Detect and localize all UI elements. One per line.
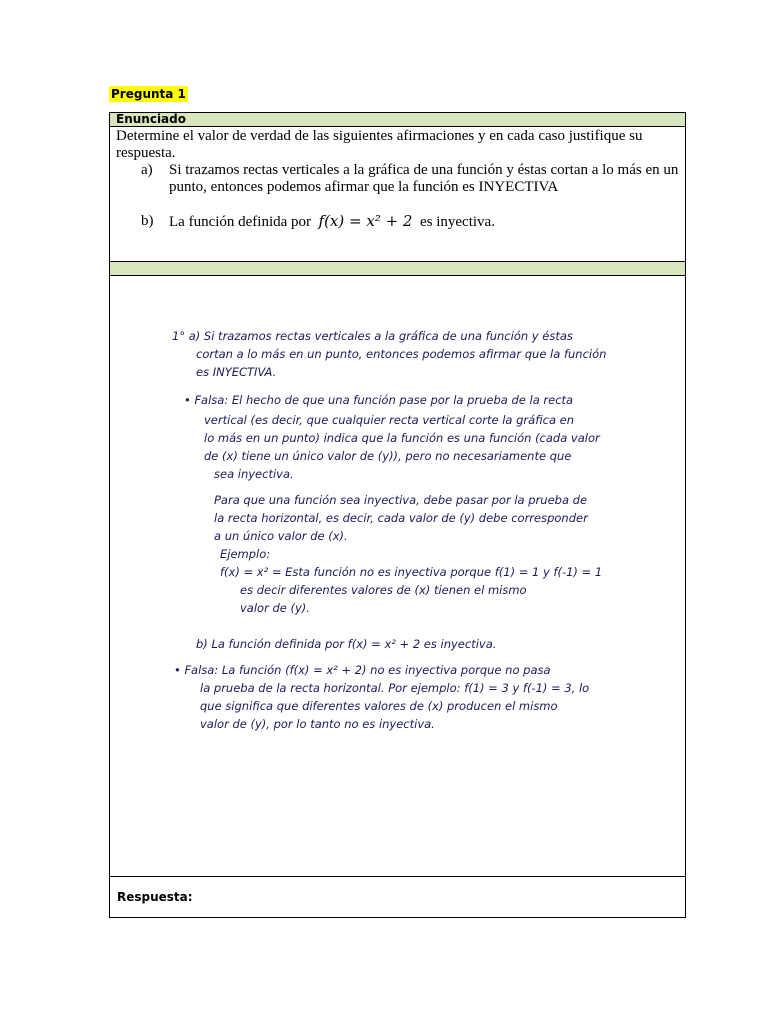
hw-line: b) La función definida por f(x) = x² + 2 es inyectiva. (196, 637, 497, 651)
question-table (109, 112, 686, 918)
hw-line: de (x) tiene un único valor de (y)), pero no necesariamente que (204, 449, 572, 463)
hw-line: es decir diferentes valores de (x) tienen el mismo (240, 583, 527, 597)
hw-line: • Falsa: El hecho de que una función pase por la prueba de la recta (184, 393, 574, 407)
hw-line: que significa que diferentes valores de (x) producen el mismo (200, 699, 558, 713)
statement-intro: Determine el valor de verdad de las siguientes afirmaciones y en cada caso justifique su respuesta. (116, 128, 643, 161)
hw-line: cortan a lo más en un punto, entonces podemos afirmar que la función (196, 347, 607, 361)
hw-line: sea inyectiva. (214, 467, 294, 481)
question-title: Pregunta 1 (111, 87, 186, 101)
item-text-after: es inyectiva. (419, 214, 495, 230)
hw-line: Para que una función sea inyectiva, debe pasar por la prueba de (214, 493, 588, 507)
item-text (169, 213, 495, 231)
hw-line: lo más en un punto) indica que la función es una función (cada valor (204, 431, 600, 445)
formula: f(x) = x² + 2 (318, 212, 413, 230)
hw-line: vertical (es decir, que cualquier recta vertical corte la gráfica en (204, 413, 575, 427)
hw-line: es INYECTIVA. (196, 365, 277, 379)
section-divider (110, 262, 686, 276)
item-text: Si trazamos rectas verticales a la gráfica de una función y éstas cortan a lo más en un punto, entonces podemos afirmar que la función es INYECTIVA (169, 162, 679, 195)
hw-line: f(x) = x² = Esta función no es inyectiva porque f(1) = 1 y f(-1) = 1 (220, 565, 603, 579)
statement-cell (110, 127, 686, 262)
hw-line: la recta horizontal, es decir, cada valor de (y) debe corresponder (214, 511, 588, 525)
response-label: Respuesta: (110, 877, 686, 918)
hw-line: la prueba de la recta horizontal. Por ejemplo: f(1) = 3 y f(-1) = 3, lo (200, 681, 590, 695)
item-label: b) (141, 213, 154, 229)
hw-line: a un único valor de (x). (214, 529, 348, 543)
hw-line: Ejemplo: (220, 547, 271, 561)
statement-header: Enunciado (110, 113, 686, 127)
statement-item-a (141, 162, 679, 196)
answer-work-cell (110, 276, 686, 877)
hw-line: • Falsa: La función (f(x) = x² + 2) no es inyectiva porque no pasa (174, 663, 551, 677)
item-label: a) (141, 162, 153, 178)
statement-item-b (141, 213, 679, 231)
hw-line: valor de (y). (240, 601, 310, 615)
handwritten-answer-image (148, 312, 648, 762)
hw-line: 1° a) Si trazamos rectas verticales a la gráfica de una función y éstas (172, 329, 573, 343)
item-text-before: La función definida por (169, 214, 312, 230)
hw-line: valor de (y), por lo tanto no es inyectiva. (200, 717, 435, 731)
